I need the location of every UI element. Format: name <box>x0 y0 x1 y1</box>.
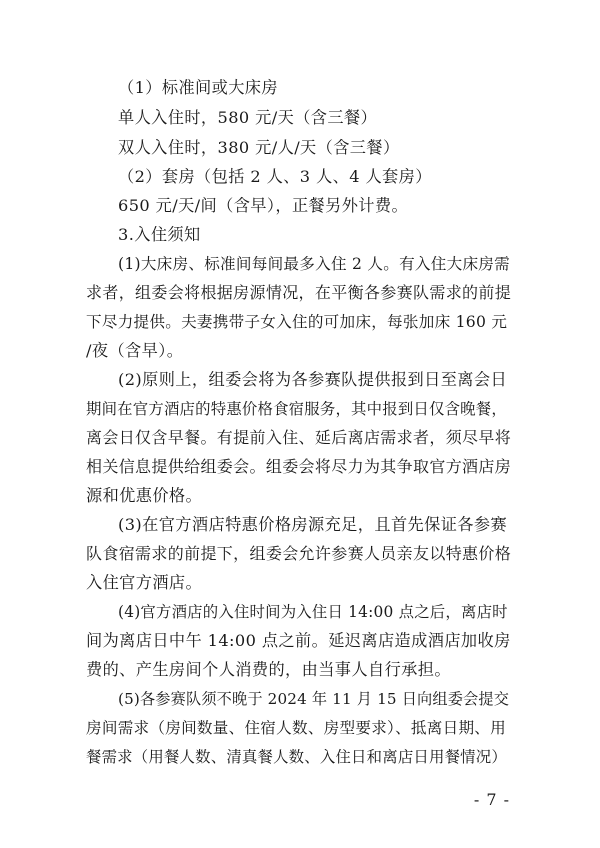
paragraph-2-line-4: 相关信息提供给组委会。组委会将尽力为其争取官方酒店房 <box>86 457 512 476</box>
section-heading-checkin-notes: 3.入住须知 <box>118 225 201 244</box>
page-number: - 7 - <box>473 790 510 809</box>
paragraph-5-line-1: (5)各参赛队须不晚于 2024 年 11 月 15 日向组委会提交 <box>118 690 510 708</box>
paragraph-5-line-2: 房间需求（房间数量、住宿人数、房型要求）、抵离日期、用 <box>86 719 506 737</box>
paragraph-1-line-2: 求者，组委会将根据房源情况，在平衡各参赛队需求的前提 <box>86 283 512 302</box>
paragraph-3-line-3: 入住官方酒店。 <box>86 573 203 592</box>
paragraph-2-line-1: (2)原则上，组委会将为各参赛队提供报到日至离会日 <box>118 370 508 389</box>
paragraph-5-line-3: 餐需求（用餐人数、清真餐人数、入住日和离店日用餐情况） <box>86 748 507 766</box>
paragraph-2-line-5: 源和优惠价格。 <box>86 486 203 505</box>
paragraph-1-line-3: 下尽力提供。夫妻携带子女入住的可加床，每张加床 160 元 <box>86 313 508 331</box>
double-occupancy-rate: 双人入住时，380 元/人/天（含三餐） <box>118 138 400 157</box>
single-occupancy-rate: 单人入住时，580 元/天（含三餐） <box>118 108 378 127</box>
room-type-heading: （1）标准间或大床房 <box>118 78 278 97</box>
suite-heading: （2）套房（包括 2 人、3 人、4 人套房） <box>118 167 432 186</box>
paragraph-1-line-4: /夜（含早）。 <box>86 341 184 360</box>
paragraph-4-line-1: (4)官方酒店的入住时间为入住日 14:00 点之后，离店时 <box>118 603 508 621</box>
paragraph-3-line-2: 队食宿需求的前提下，组委会允许参赛人员亲友以特惠价格 <box>86 544 512 563</box>
paragraph-1-line-1: (1)大床房、标准间每间最多入住 2 人。有入住大床房需 <box>118 255 510 273</box>
paragraph-2-line-2: 期间在官方酒店的特惠价格食宿服务，其中报到日仅含晚餐， <box>86 400 507 418</box>
paragraph-4-line-2: 间为离店日中午 14:00 点之前。延迟离店造成酒店加收房 <box>86 631 511 650</box>
suite-rate: 650 元/天/间（含早），正餐另外计费。 <box>118 196 409 215</box>
paragraph-4-line-3: 费的、产生房间个人消费的，由当事人自行承担。 <box>86 660 451 679</box>
paragraph-2-line-3: 离会日仅含早餐。有提前入住、延后离店需求者，须尽早将 <box>86 428 512 447</box>
paragraph-3-line-1: (3)在官方酒店特惠价格房源充足，且首先保证各参赛 <box>118 515 508 534</box>
